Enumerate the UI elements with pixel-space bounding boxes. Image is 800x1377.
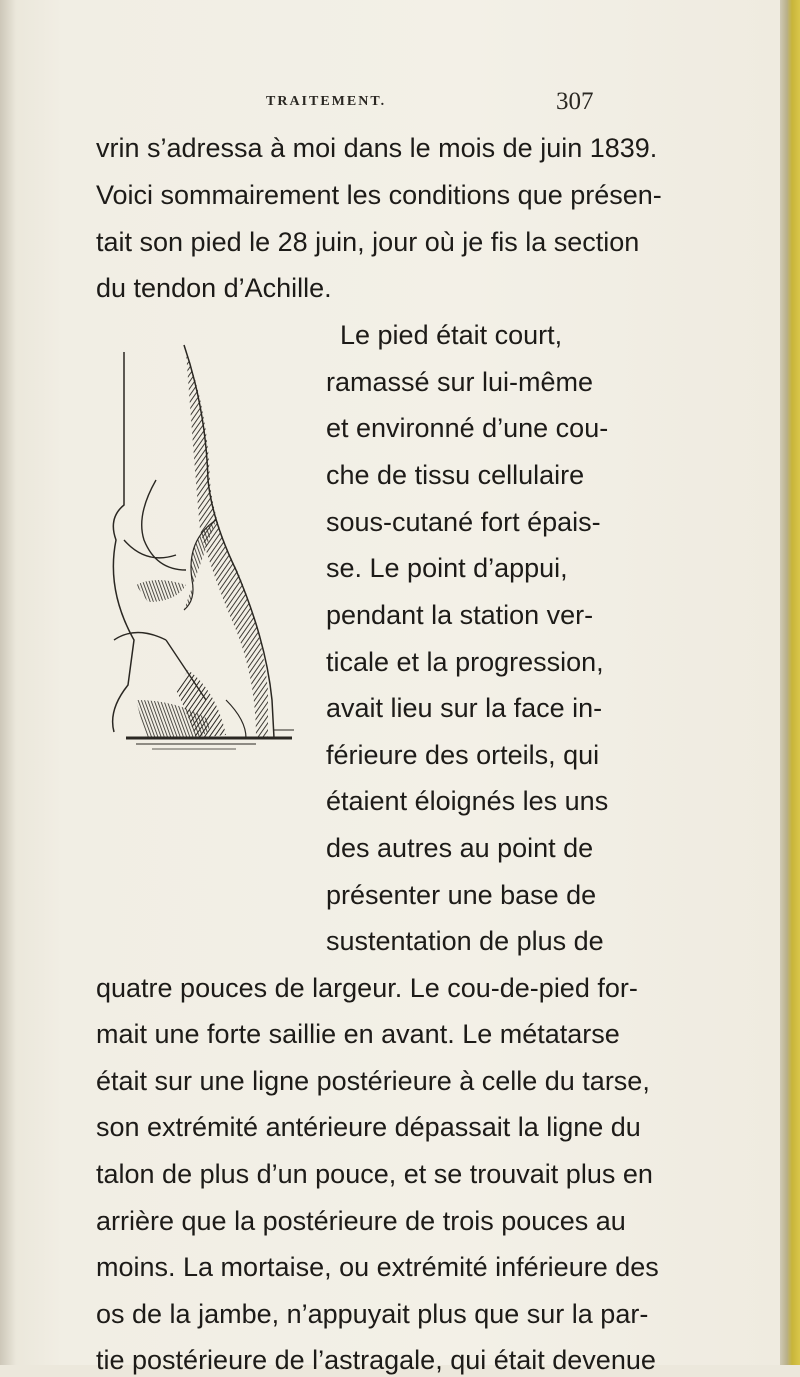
text-line: présenter une base de — [326, 880, 597, 910]
text-line: se. Le point d’appui, — [326, 553, 568, 583]
foot-engraving-figure — [96, 340, 310, 758]
page-header — [0, 90, 800, 120]
text-line: était sur une ligne postérieure à celle du tarse, — [96, 1066, 650, 1096]
text-line: et environné d’une cou- — [326, 413, 609, 443]
text-line: ticale et la progression, — [326, 647, 604, 677]
text-line: che de tissu cellulaire — [326, 460, 585, 490]
text-line: son extrémité antérieure dépassait la ligne du — [96, 1112, 641, 1142]
page-gutter-shadow — [0, 0, 16, 1365]
text-line: férieure des orteils, qui — [326, 740, 600, 770]
text-line: talon de plus d’un pouce, et se trouvait plus en — [96, 1159, 653, 1189]
text-line: avait lieu sur la face in- — [326, 693, 603, 723]
text-line: Voici sommairement les conditions que présen- — [96, 180, 662, 210]
text-line: ramassé sur lui-même — [326, 367, 594, 397]
text-line: vrin s’adressa à moi dans le mois de juin 1839. — [96, 133, 658, 163]
book-edge — [780, 0, 800, 1365]
text-line: du tendon d’Achille. — [96, 273, 332, 303]
text-line: moins. La mortaise, ou extrémité inférieure des — [96, 1252, 659, 1282]
page-number: 307 — [556, 88, 594, 115]
foot-engraving-illustration — [96, 340, 310, 758]
text-line: sustentation de plus de — [326, 926, 604, 956]
text-line: tait son pied le 28 juin, jour où je fis la section — [96, 227, 640, 257]
text-line: Le pied était court, — [340, 320, 563, 350]
text-line: étaient éloignés les uns — [326, 786, 609, 816]
text-line: pendant la station ver- — [326, 600, 594, 630]
text-line: quatre pouces de largeur. Le cou-de-pied for- — [96, 973, 638, 1003]
text-line: mait une forte saillie en avant. Le métatarse — [96, 1019, 620, 1049]
text-line: des autres au point de — [326, 833, 594, 863]
text-line: sous-cutané fort épais- — [326, 507, 601, 537]
running-head: TRAITEMENT. — [266, 94, 387, 109]
text-line: os de la jambe, n’appuyait plus que sur la par- — [96, 1299, 649, 1329]
text-line: arrière que la postérieure de trois pouces au — [96, 1206, 626, 1236]
text-line: tie postérieure de l’astragale, qui était devenue — [96, 1345, 656, 1375]
